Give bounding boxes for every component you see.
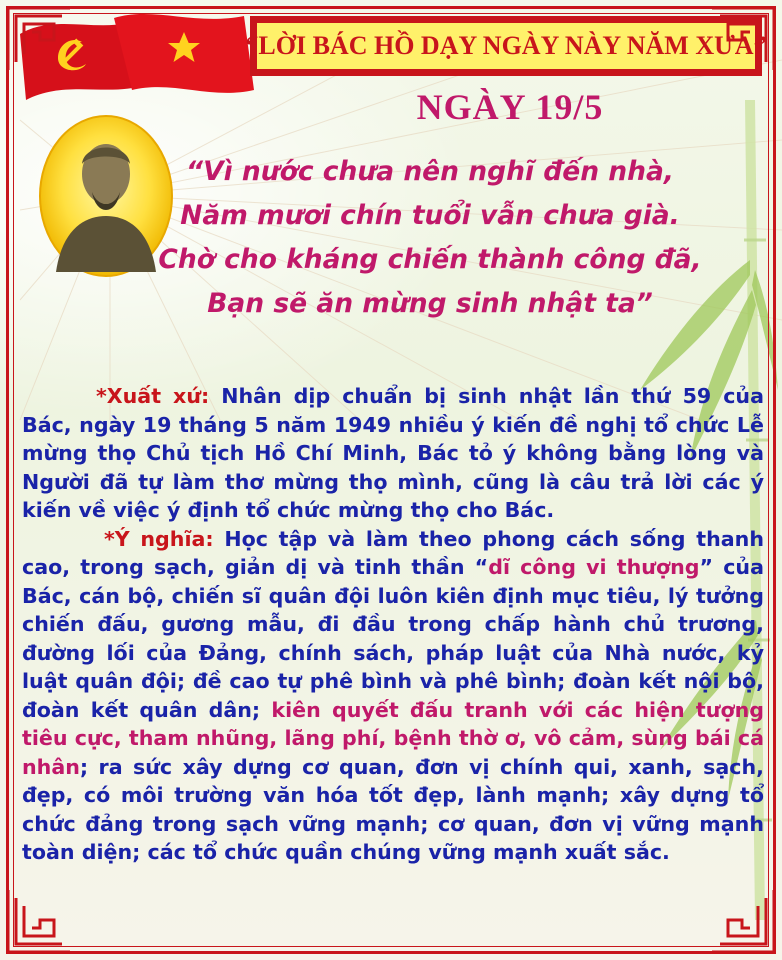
corner-ornament: [4, 886, 74, 956]
corner-ornament: [4, 4, 74, 74]
meaning-highlight: dĩ công vi thượng: [488, 555, 700, 579]
meaning-highlight: kiên quyết đấu tranh với các hiện tượng tiêu cực, tham nhũng, lãng phí, bệnh thờ ơ, vô cảm, sùng bái cá nhân: [22, 697, 764, 779]
meaning-text: ” của Bác, cán bộ, chiến sĩ quân đội luôn kiên định mục tiêu, lý tưởng chiến đấu, gương mẫu, đi đầu trong chấp hành chủ trương, đường lối của Đảng, chính sách, pháp luật của Nhà nước, kỷ luật quân đội; đề cao tự phê bình và phê bình; đoàn kết nội bộ, đoàn kết quân dân;: [22, 555, 764, 722]
title-banner: [245, 16, 767, 76]
meaning-text: ; ra sức xây dựng cơ quan, đơn vị chính qui, xanh, sạch, đẹp, có môi trường văn hóa tốt đẹp, lành mạnh; xây dựng tổ chức đảng trong sạch vững mạnh; cơ quan, đơn vị vững mạnh toàn diện; các tổ chức quần chúng vững mạnh xuất sắc.: [22, 754, 764, 864]
poem-line: “Vì nước chưa nên nghĩ đến nhà,: [186, 156, 674, 187]
origin-label: *Xuất xứ:: [96, 384, 210, 408]
poem: [150, 150, 710, 326]
meaning-paragraph: [22, 525, 764, 867]
poem-line: Năm mươi chín tuổi vẫn chưa già.: [180, 200, 680, 231]
date-title: NGÀY 19/5: [416, 87, 604, 127]
meaning-text: Học tập và làm theo phong cách sống thanh cao, trong sạch, giản dị và tinh thần “: [22, 526, 764, 579]
origin-paragraph: [22, 382, 764, 525]
meaning-label: *Ý nghĩa:: [104, 526, 214, 551]
poem-line: Chờ cho kháng chiến thành công đã,: [158, 244, 702, 275]
poem-line: Bạn sẽ ăn mừng sinh nhật ta”: [207, 288, 653, 319]
origin-text: Nhân dịp chuẩn bị sinh nhật lần thứ 59 của Bác, ngày 19 tháng 5 năm 1949 nhiều ý kiến đề nghị tổ chức Lễ mừng thọ Chủ tịch Hồ Chí Minh, Bác tỏ ý không bằng lòng và Người đã tự làm thơ mừng thọ mình, cũng là câu trả lời các ý kiến về việc ý định tổ chức mừng thọ cho Bác.: [22, 384, 764, 522]
body-text: [22, 382, 764, 867]
banner-title: “LỜI BÁC HỒ DẠY NGÀY NÀY NĂM XƯA”: [245, 31, 767, 60]
corner-ornament: [708, 4, 778, 74]
corner-ornament: [708, 886, 778, 956]
